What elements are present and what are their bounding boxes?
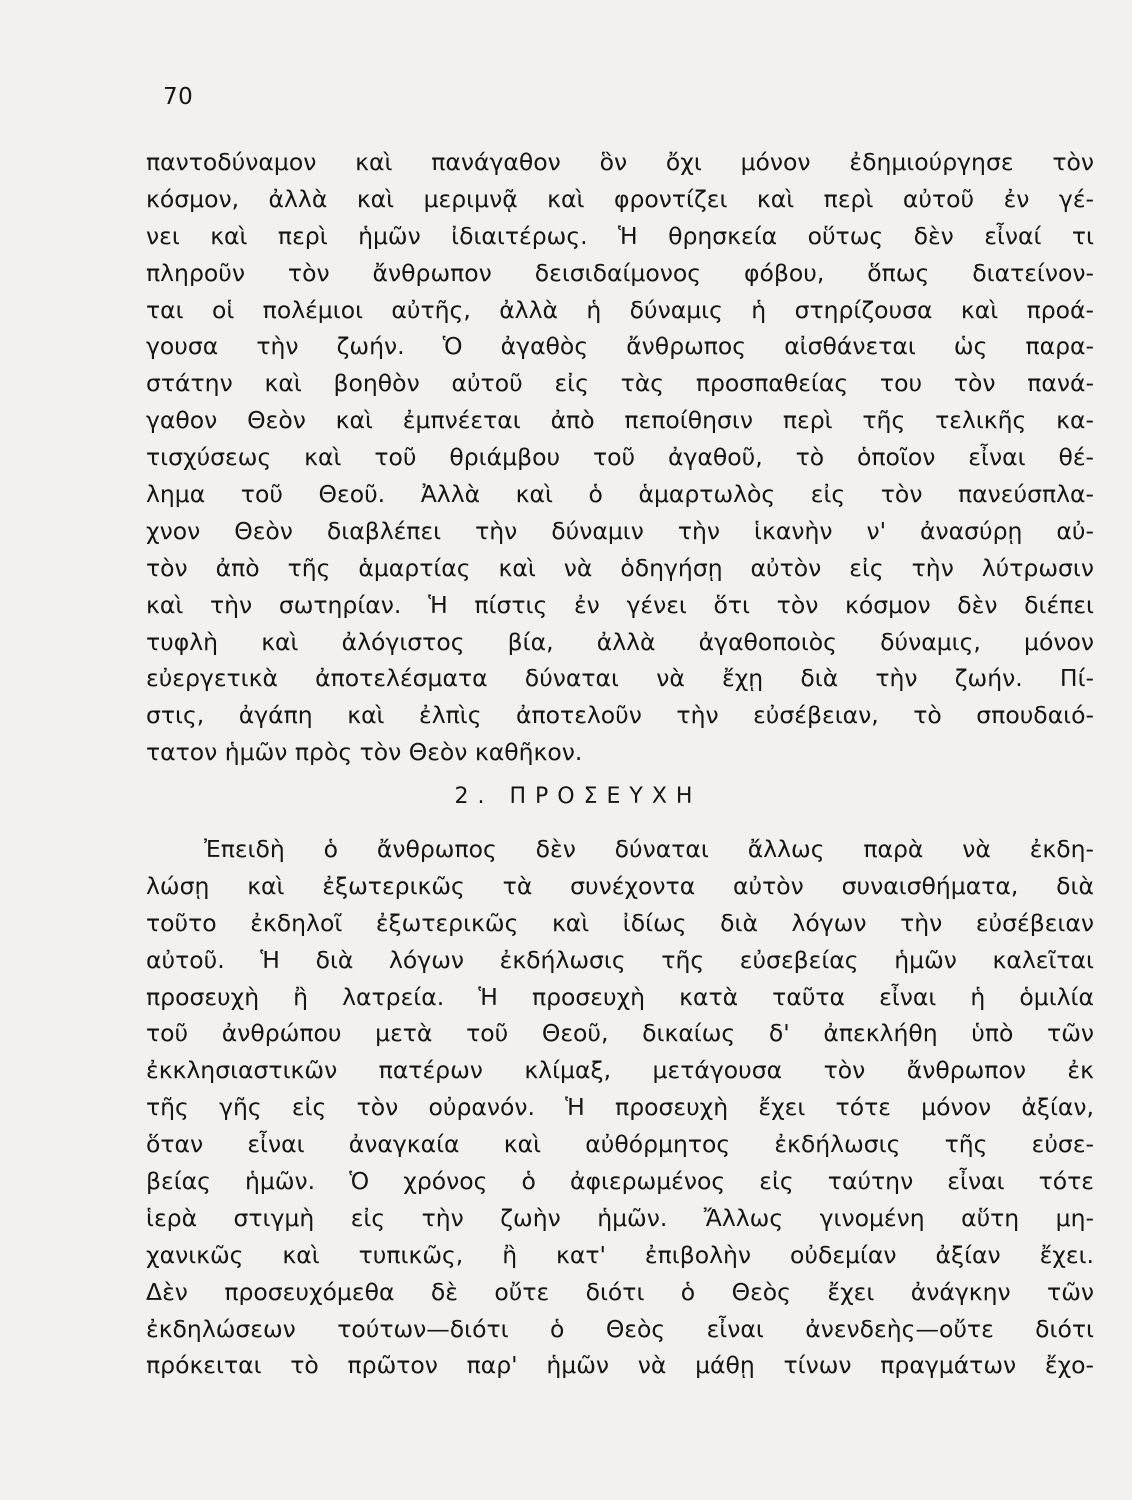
paragraph-1: [146, 144, 1094, 771]
text-line: τοῦ ἀνθρώπου μετὰ τοῦ Θεοῦ, δικαίως δ' ἀπεκλήθη ὑπὸ τῶν: [146, 1019, 1094, 1048]
text-line: τισχύσεως καὶ τοῦ θριάμβου τοῦ ἀγαθοῦ, τὸ ὁποῖον εἶναι θέ-: [146, 443, 1094, 472]
text-line: ὅταν εἶναι ἀναγκαία καὶ αὐθόρμητος ἐκδήλωσις τῆς εὐσε-: [146, 1130, 1094, 1159]
text-line: τοῦτο ἐκδηλοῖ ἐξωτερικῶς καὶ ἰδίως διὰ λόγων τὴν εὐσέβειαν: [146, 908, 1094, 937]
text-line: χανικῶς καὶ τυπικῶς, ἢ κατ' ἐπιβολὴν οὐδεμίαν ἀξίαν ἔχει.: [146, 1240, 1094, 1269]
text-line: Ἐπειδὴ ὁ ἄνθρωπος δὲν δύναται ἄλλως παρὰ νὰ ἐκδη-: [204, 835, 1094, 863]
text-line: προσευχὴ ἢ λατρεία. Ἡ προσευχὴ κατὰ ταῦτα εἶναι ἡ ὁμιλία: [146, 982, 1094, 1011]
paragraph-2: [146, 831, 1094, 1384]
text-line: γουσα τὴν ζωήν. Ὁ ἀγαθὸς ἄνθρωπος αἰσθάνεται ὡς παρα-: [146, 332, 1094, 361]
text-line: νει καὶ περὶ ἡμῶν ἰδιαιτέρως. Ἡ θρησκεία οὕτως δὲν εἶναί τι: [146, 221, 1094, 250]
text-line: τῆς γῆς εἰς τὸν οὐρανόν. Ἡ προσευχὴ ἔχει τότε μόνον ἀξίαν,: [146, 1093, 1094, 1122]
text-line: αὐτοῦ. Ἡ διὰ λόγων ἐκδήλωσις τῆς εὐσεβείας ἡμῶν καλεῖται: [146, 945, 1094, 974]
text-line: ται οἱ πολέμιοι αὐτῆς, ἀλλὰ ἡ δύναμις ἡ στηρίζουσα καὶ προά-: [146, 295, 1094, 324]
text-line: πρόκειται τὸ πρῶτον παρ' ἡμῶν νὰ μάθῃ τίνων πραγμάτων ἔχο-: [146, 1351, 1094, 1380]
text-line: στάτην καὶ βοηθὸν αὐτοῦ εἰς τὰς προσπαθείας του τὸν πανά-: [146, 369, 1094, 398]
text-line: γαθον Θεὸν καὶ ἐμπνέεται ἀπὸ πεποίθησιν περὶ τῆς τελικῆς κα-: [146, 406, 1094, 435]
text-line: πληροῦν τὸν ἄνθρωπον δεισιδαίμονος φόβου, ὅπως διατείνον-: [146, 258, 1094, 287]
text-line: βείας ἡμῶν. Ὁ χρόνος ὁ ἀφιερωμένος εἰς ταύτην εἶναι τότε: [146, 1167, 1094, 1196]
section-heading: 2. ΠΡΟΣΕΥΧΗ: [454, 784, 702, 809]
text-line: παντοδύναμον καὶ πανάγαθον ὃν ὄχι μόνον ἐδημιούργησε τὸν: [146, 148, 1094, 176]
text-line: τατον ἡμῶν πρὸς τὸν Θεὸν καθῆκον.: [146, 738, 583, 767]
text-line: εὐεργετικὰ ἀποτελέσματα δύναται νὰ ἔχῃ διὰ τὴν ζωήν. Πί-: [146, 664, 1094, 693]
text-line: ἱερὰ στιγμὴ εἰς τὴν ζωὴν ἡμῶν. Ἄλλως γινομένη αὕτη μη-: [146, 1203, 1094, 1232]
text-line: κόσμον, ἀλλὰ καὶ μεριμνᾷ καὶ φροντίζει καὶ περὶ αὐτοῦ ἐν γέ-: [146, 184, 1094, 213]
text-line: τὸν ἀπὸ τῆς ἁμαρτίας καὶ νὰ ὁδηγήσῃ αὐτὸν εἰς τὴν λύτρωσιν: [146, 553, 1094, 582]
text-line: λώσῃ καὶ ἐξωτερικῶς τὰ συνέχοντα αὐτὸν συναισθήματα, διὰ: [146, 871, 1094, 900]
text-line: στις, ἀγάπη καὶ ἐλπὶς ἀποτελοῦν τὴν εὐσέβειαν, τὸ σπουδαιό-: [146, 701, 1094, 730]
text-line: τυφλὴ καὶ ἀλόγιστος βία, ἀλλὰ ἀγαθοποιὸς δύναμις, μόνον: [146, 627, 1094, 656]
text-line: ἐκδηλώσεων τούτων—διότι ὁ Θεὸς εἶναι ἀνενδεὴς—οὔτε διότι: [146, 1314, 1094, 1343]
text-line: Δὲν προσευχόμεθα δὲ οὔτε διότι ὁ Θεὸς ἔχει ἀνάγκην τῶν: [146, 1277, 1094, 1306]
text-line: καὶ τὴν σωτηρίαν. Ἡ πίστις ἐν γένει ὅτι τὸν κόσμον δὲν διέπει: [146, 590, 1094, 619]
text-line: λημα τοῦ Θεοῦ. Ἀλλὰ καὶ ὁ ἁμαρτωλὸς εἰς τὸν πανεύσπλα-: [146, 480, 1094, 509]
page-number: 70: [163, 84, 194, 110]
text-line: χνον Θεὸν διαβλέπει τὴν δύναμιν τὴν ἱκανὴν ν' ἀνασύρῃ αὐ-: [146, 516, 1094, 545]
text-line: ἐκκλησιαστικῶν πατέρων κλίμαξ, μετάγουσα τὸν ἄνθρωπον ἐκ: [146, 1056, 1094, 1085]
